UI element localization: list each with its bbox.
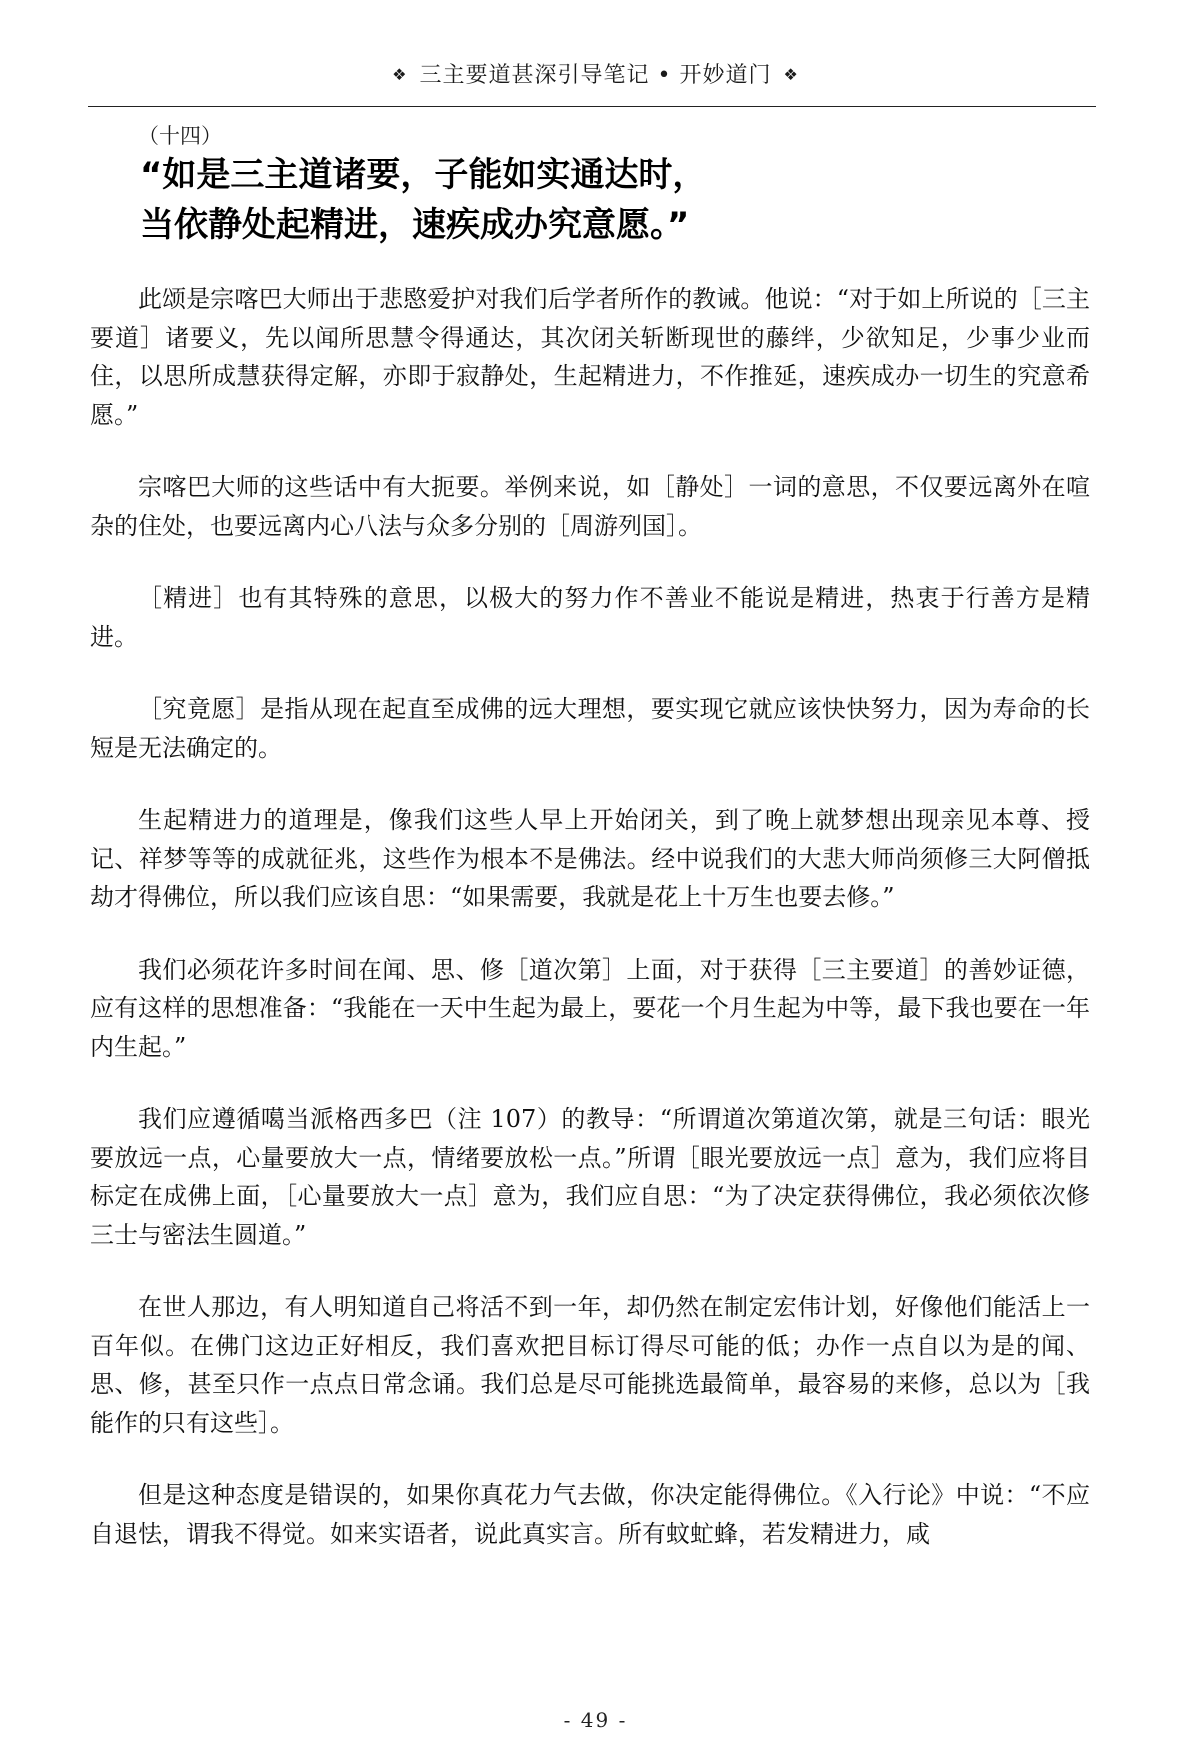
verse-line: 当依静处起精进，速疾成办究意愿。” (140, 205, 690, 245)
paragraph: ［精进］也有其特殊的意思，以极大的努力作不善业不能说是精进，热衷于行善方是精进。 (90, 584, 1090, 651)
header-divider (88, 106, 1096, 107)
verse-line: “如是三主道诸要，子能如实通达时， (140, 155, 707, 195)
paragraph: 宗喀巴大师的这些话中有大扼要。举例来说，如［静处］一词的意思，不仅要远离外在喧杂的住处，也要远离内心八法与众多分别的［周游列国］。 (90, 473, 1090, 540)
commentary-body (90, 280, 1090, 1553)
ornament-right-icon: ❖ (783, 65, 799, 84)
running-header-title: 三主要道甚深引导笔记 • 开妙道门 (419, 63, 772, 88)
section-number: （十四） (138, 124, 222, 148)
paragraph: 此颂是宗喀巴大师出于悲愍爱护对我们后学者所作的教诫。他说：“对于如上所说的［三主要道］诸要义，先以闻所思慧令得通达，其次闭关斩断现世的藤绊，少欲知足，少事少业而住，以思所成慧获得定解，亦即于寂静处，生起精进力，不作推延，速疾成办一切生的究意希愿。” (90, 285, 1090, 429)
paragraph: 我们必须花许多时间在闻、思、修［道次第］上面，对于获得［三主要道］的善妙证德，应有这样的思想准备：“我能在一天中生起为最上，要花一个月生起为中等，最下我也要在一年内生起。” (90, 955, 1090, 1061)
paragraph: 我们应遵循噶当派格西多巴（注 107）的教导：“所谓道次第道次第，就是三句话：眼光要放远一点，心量要放大一点，情绪要放松一点。”所谓［眼光要放远一点］意为，我们应将目标定在成佛上面，［心量要放大一点］意为，我们应自思：“为了决定获得佛位，我必须依次修三士与密法生圆道。” (90, 1105, 1090, 1249)
root-verse (140, 150, 1040, 250)
paragraph: 生起精进力的道理是，像我们这些人早上开始闭关，到了晚上就梦想出现亲见本尊、授记、祥梦等等的成就征兆，这些作为根本不是佛法。经中说我们的大悲大师尚须修三大阿僧抵劫才得佛位，所以我们应该自思：“如果需要，我就是花上十万生也要去修。” (90, 806, 1090, 911)
paragraph: ［究竟愿］是指从现在起直至成佛的远大理想，要实现它就应该快快努力，因为寿命的长短是无法确定的。 (90, 695, 1090, 762)
ornament-left-icon: ❖ (392, 65, 408, 84)
paragraph: 在世人那边，有人明知道自己将活不到一年，却仍然在制定宏伟计划，好像他们能活上一百年似。在佛门这边正好相反，我们喜欢把目标订得尽可能的低；办作一点自以为是的闻、思、修，甚至只作一点点日常念诵。我们总是尽可能挑选最简单，最容易的来修，总以为［我能作的只有这些］。 (90, 1293, 1090, 1437)
paragraph: 但是这种态度是错误的，如果你真花力气去做，你决定能得佛位。《入行论》中说：“不应自退怯，谓我不得觉。如来实语者，说此真实言。所有蚊虻蜂，若发精进力，咸 (90, 1481, 1090, 1548)
running-header (0, 58, 1191, 89)
page-number: - 49 - (563, 1708, 628, 1732)
